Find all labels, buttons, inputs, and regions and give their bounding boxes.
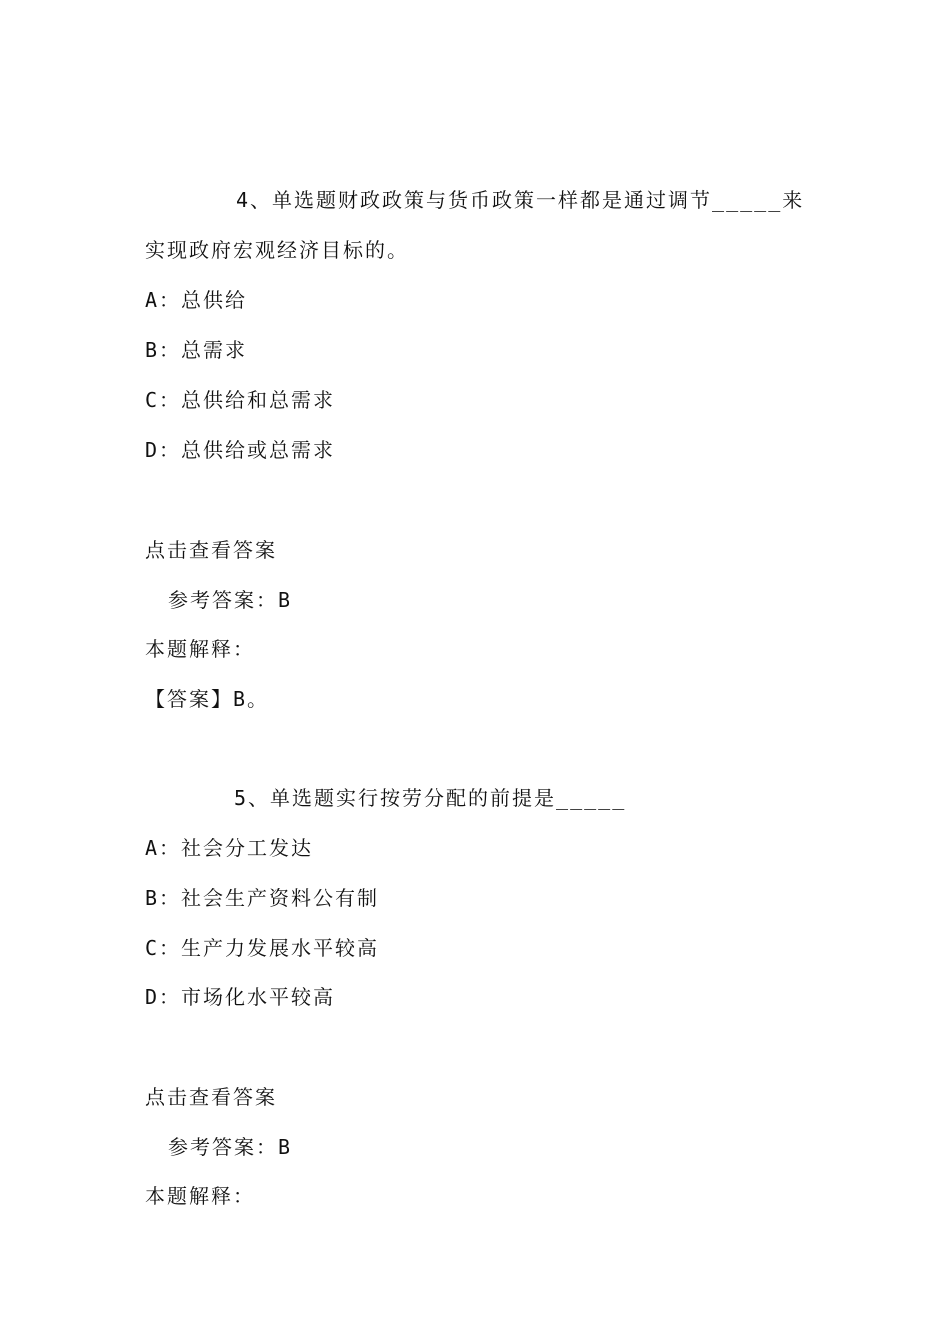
question-4-option-b: B：总需求 bbox=[145, 338, 248, 362]
question-5-reference-answer: 参考答案：B bbox=[168, 1135, 293, 1159]
question-4-option-d: D：总供给或总需求 bbox=[145, 438, 336, 462]
question-5-option-d: D：市场化水平较高 bbox=[145, 985, 336, 1009]
question-4-explanation-label: 本题解释： bbox=[145, 637, 255, 661]
question-4-show-answer-link[interactable]: 点击查看答案 bbox=[145, 538, 277, 562]
question-4-option-a: A：总供给 bbox=[145, 288, 248, 312]
question-4-option-c: C：总供给和总需求 bbox=[145, 388, 336, 412]
question-5-option-b: B：社会生产资料公有制 bbox=[145, 886, 380, 910]
question-5-stem: 5、单选题实行按劳分配的前提是_____ bbox=[234, 786, 627, 810]
question-5-option-c: C：生产力发展水平较高 bbox=[145, 936, 380, 960]
question-4-explanation: 【答案】B。 bbox=[145, 687, 270, 711]
question-4-reference-answer: 参考答案：B bbox=[168, 588, 293, 612]
question-5-option-a: A：社会分工发达 bbox=[145, 836, 314, 860]
question-5-show-answer-link[interactable]: 点击查看答案 bbox=[145, 1085, 277, 1109]
question-4-stem-line-2: 实现政府宏观经济目标的。 bbox=[145, 238, 409, 262]
question-4-stem-line-1: 4、单选题财政政策与货币政策一样都是通过调节_____来 bbox=[236, 188, 805, 212]
question-5-explanation-label: 本题解释： bbox=[145, 1184, 255, 1208]
